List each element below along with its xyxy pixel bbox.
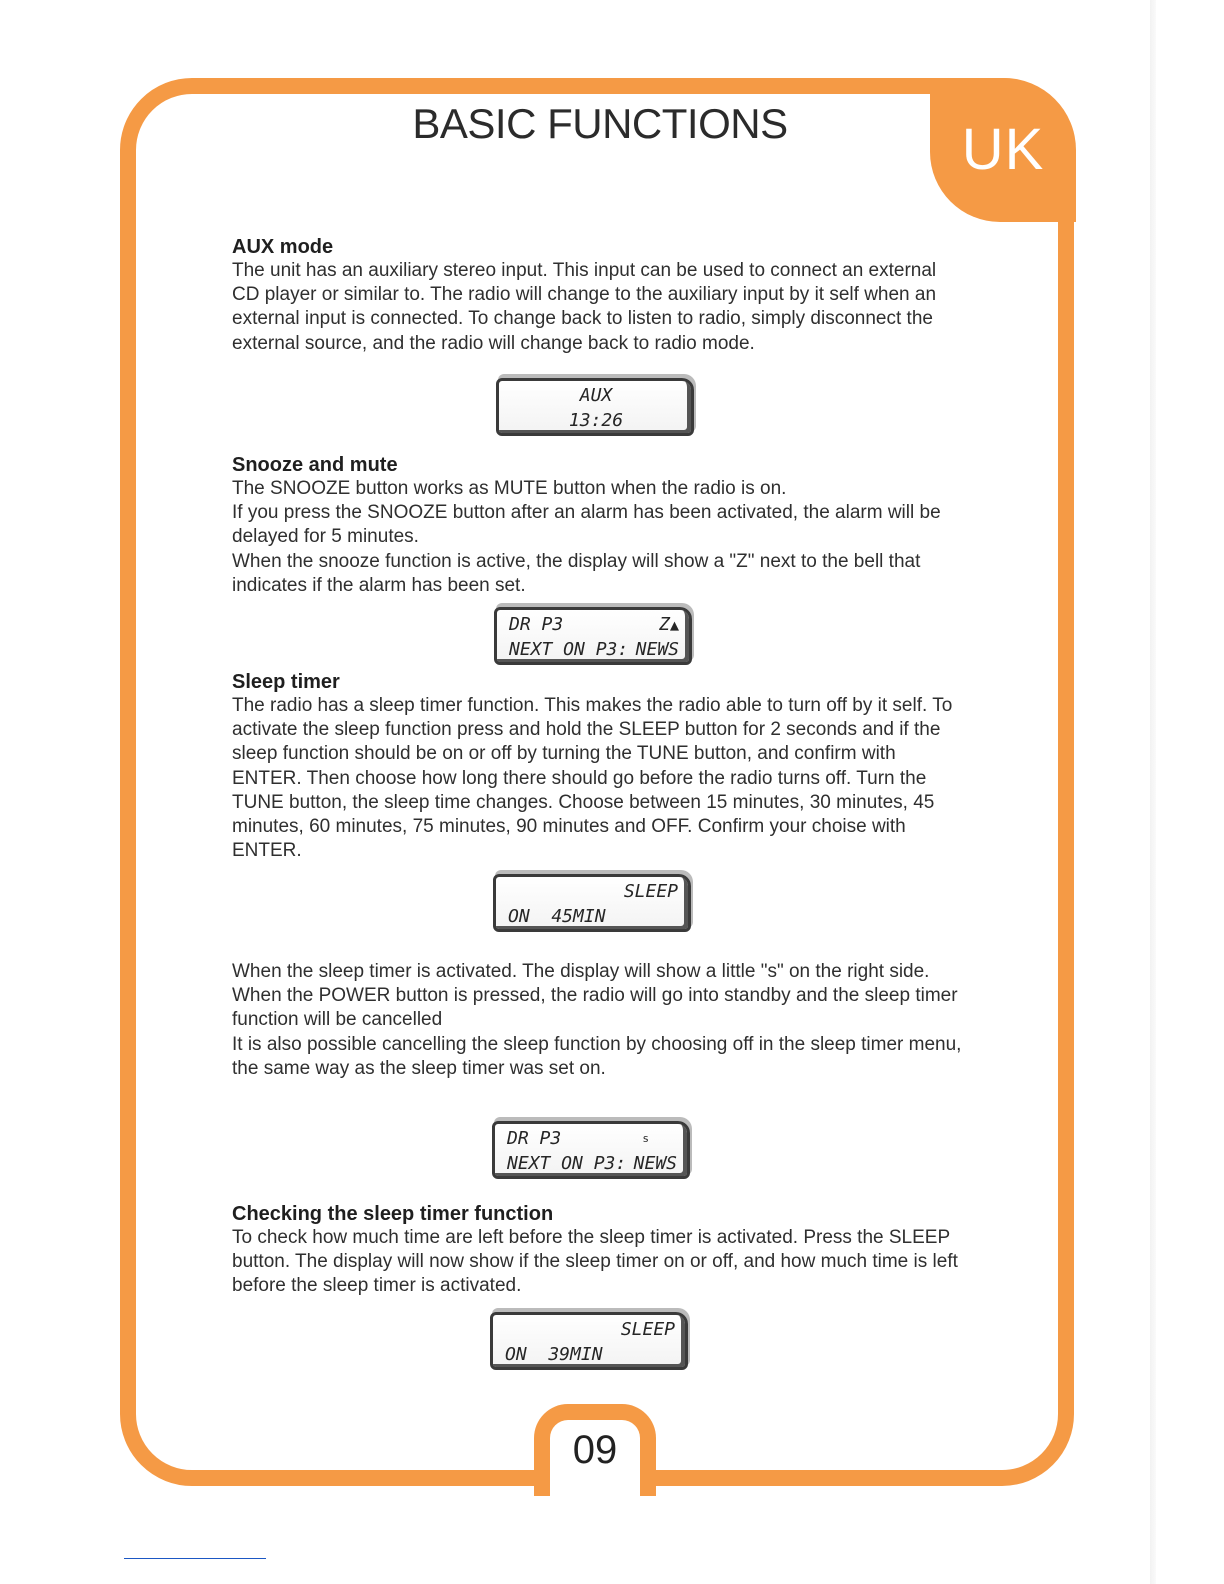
section-sleep-notes — [232, 960, 962, 1081]
section-heading: Checking the sleep timer function — [232, 1203, 554, 1225]
lcd-line-1 — [507, 1127, 677, 1151]
lcd-line-2 — [507, 1152, 677, 1176]
page-title: BASIC FUNCTIONS — [412, 100, 788, 147]
lcd-next-label: NEXT ON P3: — [507, 1153, 627, 1174]
section-aux-mode — [232, 235, 962, 356]
lcd-sleep-indicator: s — [642, 1132, 649, 1145]
page-edge — [1150, 0, 1156, 1584]
lcd-program: NEWS — [633, 1153, 677, 1174]
lcd-display-sleep-check — [490, 1312, 688, 1370]
lcd-line-2 — [509, 638, 679, 662]
section-body-line-3: It is also possible cancelling the sleep function by choosing off in the sleep timer menu, the same way as the sleep timer was set on. — [232, 1033, 962, 1079]
lcd-line-1: SLEEP — [620, 1319, 675, 1340]
lcd-line-1 — [509, 613, 679, 637]
language-tab: UK — [930, 78, 1076, 222]
lcd-display-aux — [496, 378, 694, 436]
lcd-line-1: AUX — [579, 385, 613, 406]
section-body-line-3: When the snooze function is active, the display will show a "Z" next to the bell that indicates if the alarm has been set. — [232, 550, 921, 596]
lcd-station: DR P3 — [507, 1128, 562, 1149]
section-heading: AUX mode — [232, 236, 334, 258]
lcd-display-sleep-set — [493, 874, 691, 932]
section-snooze-mute — [232, 453, 962, 598]
section-body-line-1: When the sleep timer is activated. The display will show a little "s" on the right side. — [232, 961, 930, 982]
section-body-line-1: The SNOOZE button works as MUTE button when the radio is on. — [232, 478, 787, 499]
section-check-sleep — [232, 1202, 962, 1299]
section-body: The radio has a sleep timer function. This makes the radio able to turn off by it self. To activate the sleep function press and hold the SLEEP button for 2 seconds and if the sleep function should be on or off by turning the TUNE button, and confirm with ENTER. Then choose how long there should go before the radio turns off. Turn the TUNE button, the sleep time changes. Choose between 15 minutes, 30 minutes, 45 minutes, 60 minutes, 75 minutes, 90 minutes and OFF. Confirm your choise with ENTER. — [232, 695, 953, 862]
lcd-snooze-indicator: Z▲ — [659, 614, 679, 635]
section-heading: Snooze and mute — [232, 454, 398, 476]
lcd-line-2: ON 45MIN — [508, 906, 606, 927]
lcd-line-1: SLEEP — [623, 881, 678, 902]
lcd-station: DR P3 — [509, 614, 564, 635]
page-number: 09 — [572, 1428, 618, 1472]
section-body: To check how much time are left before the sleep timer is activated. Press the SLEEP button. The display will now show if the sleep timer on or off, and how much time is left before the sleep timer is activated. — [232, 1227, 958, 1297]
lcd-program: NEWS — [635, 639, 679, 660]
lcd-display-sleep-active — [492, 1121, 690, 1179]
section-heading: Sleep timer — [232, 671, 340, 693]
section-body-line-2: When the POWER button is pressed, the radio will go into standby and the sleep timer function will be cancelled — [232, 985, 958, 1031]
section-sleep-timer — [232, 670, 962, 863]
lcd-line-2: 13:26 — [568, 410, 624, 431]
section-body: The unit has an auxiliary stereo input. This input can be used to connect an external CD player or similar to. The radio will change to the auxiliary input by it self when an external input is connected. To change back to listen to radio, simply disconnect the external source, and the radio will change back to radio mode. — [232, 260, 937, 354]
bell-icon: ▲ — [669, 616, 679, 634]
lcd-next-label: NEXT ON P3: — [509, 639, 629, 660]
lcd-display-snooze — [494, 607, 692, 665]
footer-link-underline — [124, 1558, 266, 1559]
lcd-line-2: ON 39MIN — [505, 1344, 603, 1365]
section-body-line-2: If you press the SNOOZE button after an alarm has been activated, the alarm will be delayed for 5 minutes. — [232, 502, 941, 548]
